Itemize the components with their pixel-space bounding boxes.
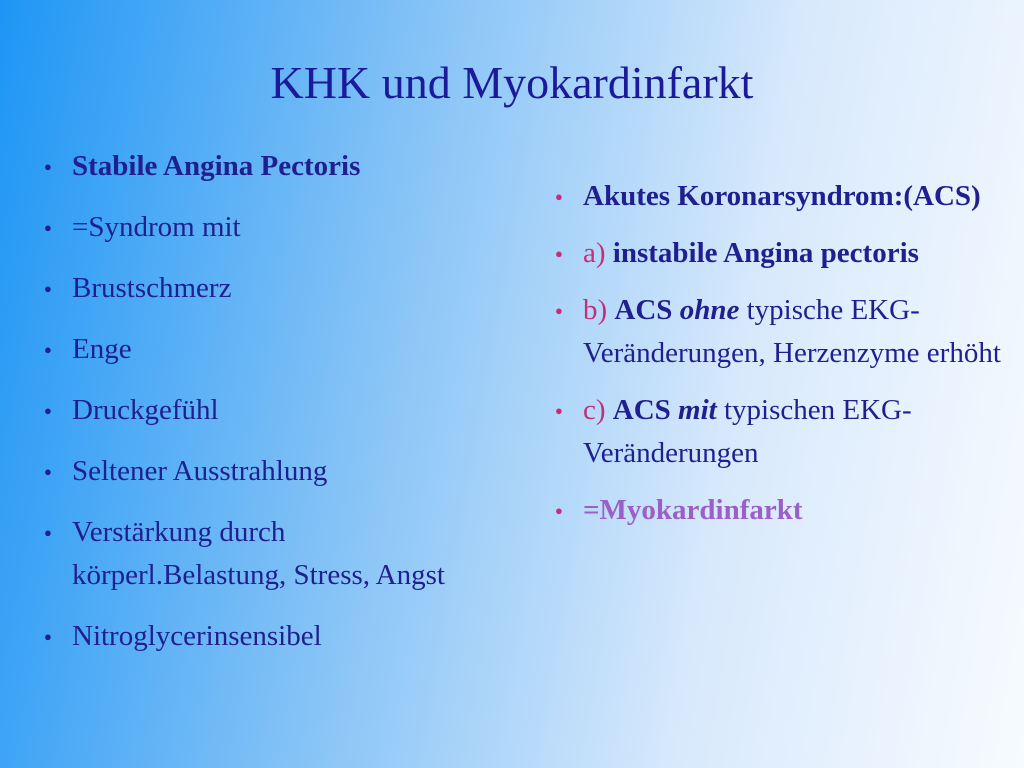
slide-title: KHK und Myokardinfarkt [270,57,754,108]
list-item [38,145,498,188]
list-item [38,389,498,432]
bullet-text: Stabile Angina Pectoris [72,150,361,182]
list-item [38,450,498,493]
item-letter: b) [583,294,608,326]
list-item [38,328,498,371]
bullet-text: Druckgefühl [72,394,219,426]
item-text: instabile Angina pectoris [612,237,919,269]
acs-heading [549,175,1009,218]
bullet-text: Seltener Ausstrahlung [72,455,328,487]
bullet-text: Verstärkung durch körperl.Belastung, Stress, Angst [72,516,445,591]
list-item-a [549,232,1009,275]
bullet-text: =Syndrom mit [72,211,241,243]
item-text: typische EKG-Veränderungen, Herzenzyme erhöht [583,294,1001,369]
right-bullet-list [549,175,1009,550]
list-item [38,615,498,658]
mit-label: mit [678,394,717,426]
myokardinfarkt-text: =Myokardinfarkt [583,494,803,526]
list-item-b [549,289,1009,375]
left-bullet-list [38,145,498,676]
list-item-c [549,389,1009,475]
list-item [38,206,498,249]
acs-label: ACS [614,294,673,326]
acs-heading-text: Akutes Koronarsyndrom:(ACS) [583,180,981,212]
bullet-text: Enge [72,333,132,365]
ohne-label: ohne [679,294,740,326]
bullet-text: Nitroglycerinsensibel [72,620,322,652]
item-letter: c) [583,394,606,426]
item-letter: a) [583,237,606,269]
list-item [38,511,498,597]
list-item [38,267,498,310]
item-text: typischen EKG-Veränderungen [583,394,912,469]
bullet-text: Brustschmerz [72,272,232,304]
acs-label: ACS [612,394,671,426]
list-item-mi [549,489,1009,532]
